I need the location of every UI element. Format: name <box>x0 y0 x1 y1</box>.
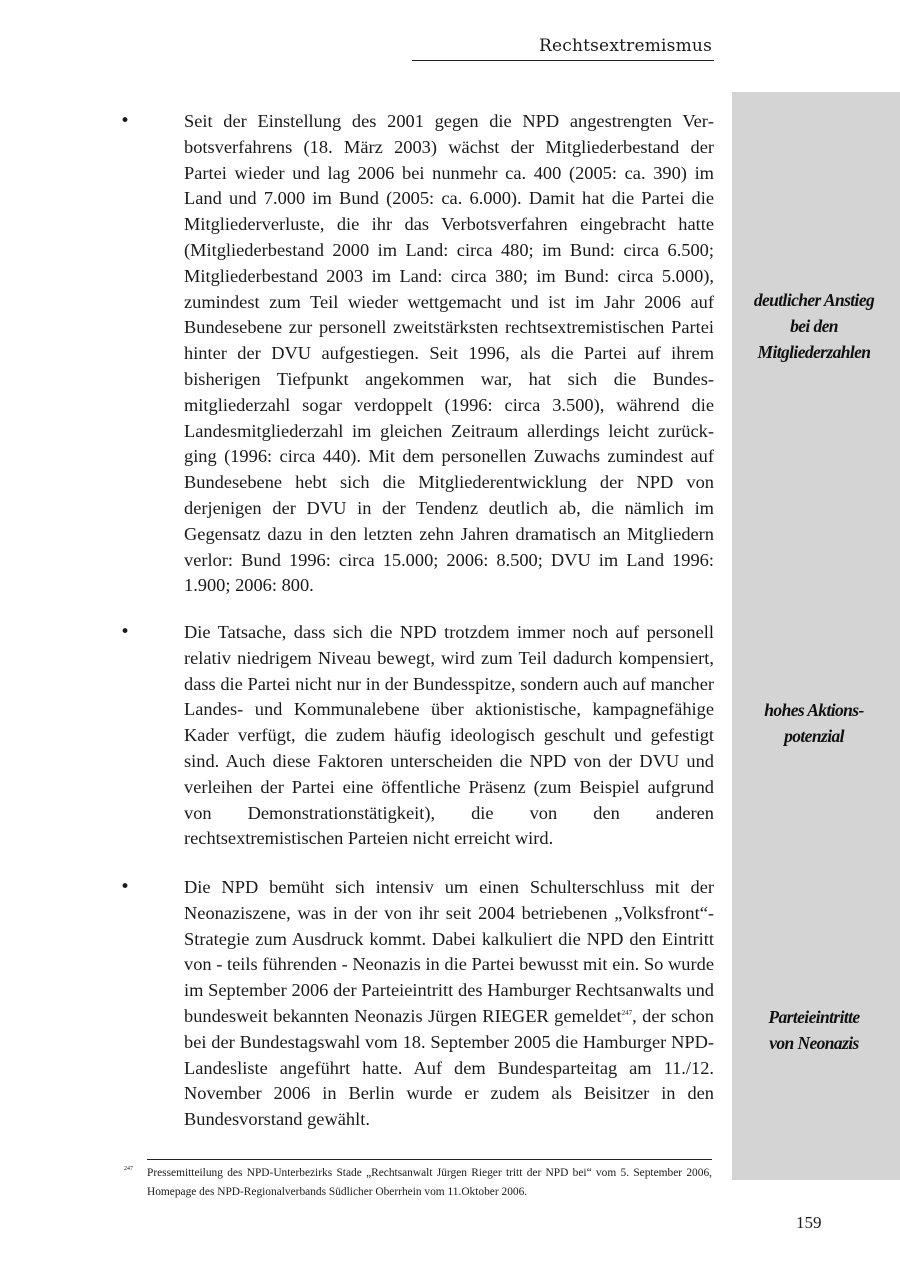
bullet-icon: • <box>120 111 131 131</box>
paragraph-text: Seit der Einstellung des 2001 gegen die NPD angestrengten Verbotsverfahrens (18. März 2003) wächst der Mitgliederbestand der Partei wieder und lag 2006 bei nunmehr ca. 400 (2005: ca. 390) im Land und 7.000 im Bund (2005: ca. 6.000). Damit hat die Partei die Mitgliederverluste, die ihr das Verbotsverfahren eingebracht hatte (Mitgliederbestand 2000 im Land: circa 480; im Bund: circa 6.500; Mitgliederbestand 2003 im Land: circa 380; im Bund: circa 5.000), zumindest zum Teil wieder wettgemacht und ist im Jahr 2006 auf Bundesebene zur personell zweitstärksten rechtsextremistischen Partei hinter der DVU aufgestiegen. Seit 1996, als die Partei auf ihrem bisherigen Tiefpunkt angekommen war, hat sich die Bundesmitgliederzahl sogar verdoppelt (1996: circa 3.500), während die Landesmitgliederzahl im gleichen Zeitraum allerdings leicht zurückging (1996: circa 440). Mit dem personellen Zuwachs zumindest auf Bundesebene hebt sich die Mitgliederentwicklung der NPD von derjenigen der DVU in der Tendenz deutlich ab, die nämlich im Gegensatz dazu in den letzten zehn Jahren dramatisch an Mitgliedern verlor: Bund 1996: circa 15.000; 2006: 8.500; DVU im Land 1996: 1.900; 2006: 800. <box>184 111 714 596</box>
header-rule <box>412 60 714 61</box>
footnote-reference[interactable]: 247 <box>621 1008 633 1017</box>
margin-note-1 <box>732 287 896 365</box>
margin-note-2 <box>732 697 896 749</box>
paragraph-text: Die Tatsache, dass sich die NPD trotzdem immer noch auf personell relativ niedrigem Niveau bewegt, wird zum Teil dadurch kompensiert, dass die Partei nicht nur in der Bundesspitze, sondern auch auf mancher Landes- und Kommunalebene über aktionistische, kampagnefähige Kader verfügt, die zudem häufig ideologisch geschult und gefestigt sind. Auch diese Faktoren unterscheiden die NPD von der DVU und verleihen der Partei eine öffentliche Präsenz (zum Beispiel aufgrund von Demonstrationstätigkeit), die von den anderen rechtsextremistischen Parteien nicht erreicht wird. <box>184 622 714 849</box>
footnote-rule <box>147 1159 712 1160</box>
bullet-paragraph-1 <box>120 109 714 599</box>
footnote-number: 247 <box>124 1166 133 1172</box>
bullet-paragraph-3 <box>120 875 714 1133</box>
margin-note-line: von Neonazis <box>769 1033 859 1053</box>
margin-note-line: deutlicher Anstieg <box>753 290 875 310</box>
paragraph-text-part: , der schon bei der Bundestagswahl vom 18. September 2005 die Hamburger NPD-Landesliste angeführt hatte. Auf dem Bundesparteitag am 11./12. November 2006 in Berlin wurde er zudem als Beisitzer in den Bundesvorstand gewählt. <box>184 1005 714 1130</box>
margin-note-line: bei den <box>790 316 838 336</box>
bullet-paragraph-2 <box>120 620 714 852</box>
margin-note-line: Mitgliederzahlen <box>757 342 871 362</box>
page-number: 159 <box>796 1213 822 1232</box>
paragraph-text <box>184 875 714 1133</box>
margin-note-line: hohes Aktions- <box>764 700 864 720</box>
margin-note-line: Parteieintritte <box>768 1007 860 1027</box>
footnote-text: Pressemitteilung des NPD-Unterbezirks Stade „Rechtsanwalt Jürgen Rieger tritt der NPD bei“ vom 5. September 2006, Homepage des NPD-Regionalverbands Südlicher Oberrhein vom 11.Oktober 2006. <box>147 1167 712 1198</box>
margin-note-line: potenzial <box>784 726 844 746</box>
bullet-icon: • <box>120 877 131 897</box>
bullet-icon: • <box>120 622 131 642</box>
margin-note-3 <box>732 1004 896 1056</box>
running-header: Rechtsextremismus <box>538 36 712 56</box>
paragraph-text-part: Die NPD bemüht sich intensiv um einen Schulterschluss mit der Neonaziszene, was in der von ihr seit 2004 betriebenen „Volksfront“-Strategie zum Ausdruck kommt. Dabei kalkuliert die NPD den Eintritt von - teils führenden - Neonazis in die Partei bewusst mit ein. So wurde im September 2006 der Parteieintritt des Hamburger Rechtsanwalts und bundesweit bekannten Neonazis Jürgen RIEGER gemeldet <box>184 877 714 1026</box>
